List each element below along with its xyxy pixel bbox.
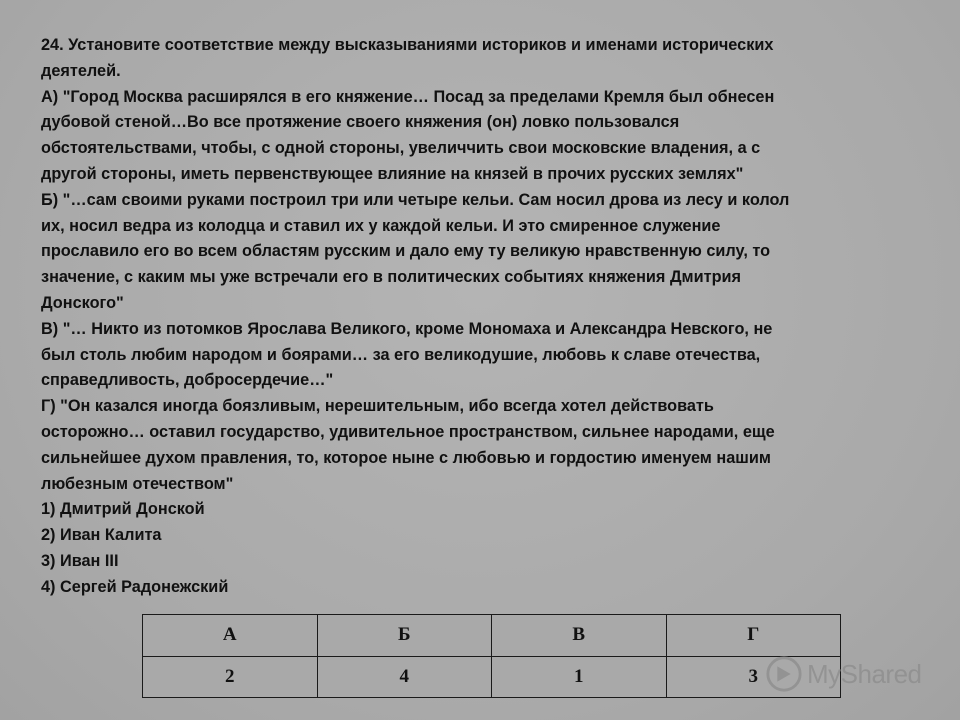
question-line: обстоятельствами, чтобы, с одной стороны, увеличчить свои московские владения, а с [41,139,761,158]
question-line: Донского" [41,293,124,312]
question-line: деятелей. [41,61,121,80]
option-line: 1) Дмитрий Донской [41,500,205,519]
answer-table-value-cell: 3 [666,656,841,698]
answer-table-header-cell: Б [317,615,492,657]
answer-table-header-row [143,615,841,657]
question-text [41,33,911,601]
question-line: Б) "…сам своими руками построил три или четыре кельи. Сам носил дрова из лесу и колол [41,190,790,209]
answer-table [142,614,841,698]
answer-table-value-row [143,656,841,698]
question-line: их, носил ведра из колодца и ставил их у каждой кельи. И это смиренное служение [41,216,721,235]
answer-table-header-cell: В [492,615,667,657]
question-line: 24. Установите соответствие между высказываниями историков и именами исторических [41,36,774,54]
question-line: другой стороны, иметь первенствующее влияние на князей в прочих русских землях" [41,164,744,183]
answer-table-value-cell: 2 [143,656,318,698]
answer-table-value-cell: 4 [317,656,492,698]
question-line: прославило его во всем областям русским и дало ему ту великую нравственную силу, то [41,242,771,261]
question-line: В) "… Никто из потомков Ярослава Великого, кроме Мономаха и Александра Невского, не [41,319,773,338]
question-line: дубовой стеной…Во все протяжение своего княжения (он) ловко пользовался [41,113,680,132]
answer-table-header-cell: А [143,615,318,657]
option-line: 2) Иван Калита [41,526,162,545]
question-line: значение, с каким мы уже встречали его в политических событиях княжения Дмитрия [41,268,742,287]
myshared-watermark [765,655,922,693]
answer-table-value-cell: 1 [492,656,667,698]
watermark-text: MyShared [807,658,922,689]
question-line: Г) "Он казался иногда боязливым, нерешительным, ибо всегда хотел действовать [41,397,714,416]
question-line: справедливость, добросердечие…" [41,371,334,390]
answer-table-header-cell: Г [666,615,841,657]
option-line: 4) Сергей Радонежский [41,577,229,596]
question-line: любезным отечеством" [41,474,234,493]
question-line: осторожно… оставил государство, удивительное пространством, сильнее народами, еще [41,422,775,441]
question-line: сильнейшее духом правления, то, которое ныне с любовью и гордостию именуем нашим [41,448,771,467]
option-line: 3) Иван III [41,551,119,570]
question-line: А) "Город Москва расширялся в его княжение… Посад за пределами Кремля был обнесен [41,87,775,106]
question-line: был столь любим народом и боярами… за его великодушие, любовь к славе отечества, [41,345,761,364]
myshared-logo-icon [765,655,803,693]
